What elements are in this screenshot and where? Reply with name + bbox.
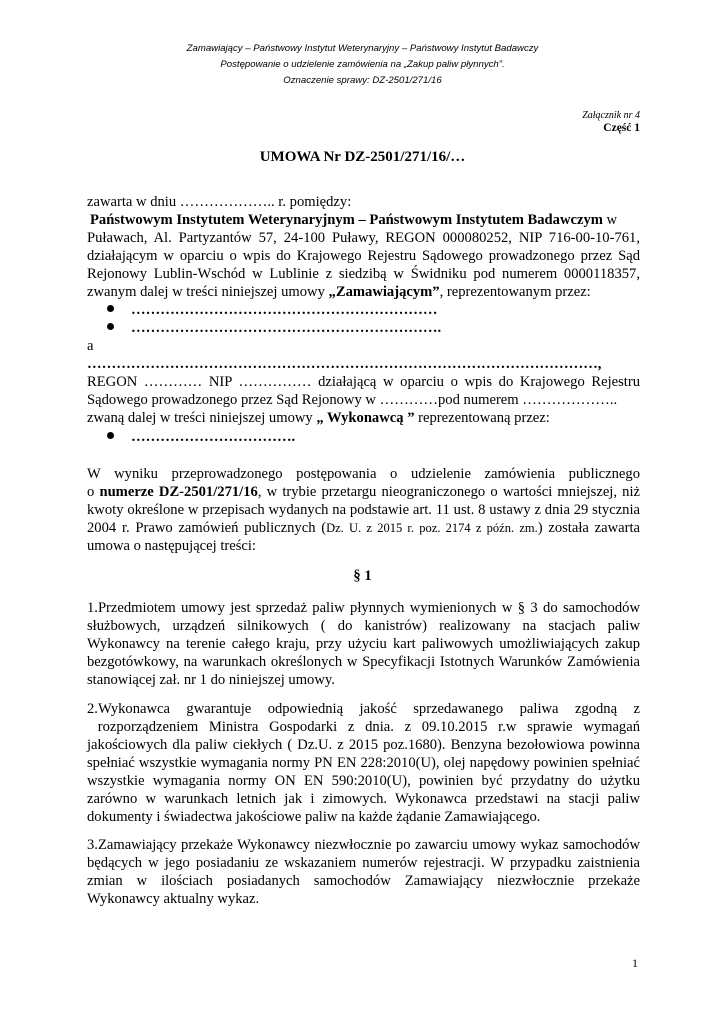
intro-line-1: W wyniku przeprowadzonego postępowania o udzielenie zamówienia publicznego	[87, 466, 640, 482]
wykonawca-line	[87, 410, 640, 428]
s1-p2-line: zarówno w warunkach letnich jak i zimowych. Wykonawca przedstawi na stacji paliw	[87, 791, 640, 807]
header-line-1: Zamawiający – Państwowy Instytut Weterynaryjny – Państwowy Instytut Badawczy	[186, 43, 539, 54]
case-number: numerze DZ-2501/271/16	[99, 484, 258, 500]
wykonawca-prefix: zwaną dalej w treści niniejszej umowy	[87, 410, 317, 426]
bullet-icon	[105, 302, 117, 314]
s1-p1-line: bezgotówkowy, na warunkach określonych w Specyfikacji Istotnych Warunków Zamówienia	[87, 654, 640, 670]
zamawiajacy-line	[87, 284, 640, 302]
bullet-icon	[105, 320, 117, 332]
parties-intro: zawarta w dniu ……………….. r. pomiędzy:	[87, 194, 352, 210]
attachment-label: Załącznik nr 4	[582, 110, 640, 121]
wykonawca-term: „ Wykonawcą ”	[316, 410, 415, 426]
zamawiajacy-term: „Zamawiającym”	[328, 284, 440, 300]
s1-p3-line: Wykonawcy aktualny wykaz.	[87, 891, 260, 907]
s1-p1-line: stanowiącej zał. nr 1 do niniejszej umowy.	[87, 672, 335, 688]
s1-p1-line: 1.Przedmiotem umowy jest sprzedaż paliw płynnych wymienionych w § 3 do samochodów	[87, 600, 640, 616]
s1-p1-line: Wykonawcy na terenie całego kraju, przy użyciu kart paliwowych umożliwiających zakup	[87, 636, 640, 652]
institute-w: w	[602, 212, 618, 228]
intro-concluded: ) została zawarta	[537, 520, 640, 536]
s1-p3-line: będących w jego posiadaniu ze wskazaniem numerów rejestracji. W przypadku zaistnienia	[87, 855, 640, 871]
intro-line-3: kwoty określone w przepisach wydanych na podstawie art. 11 ust. 8 ustawy z dnia 29 stycznia	[87, 502, 640, 518]
s1-p2-line: rozporządzeniem Ministra Gospodarki z dnia. z 09.10.2015 r.w sprawie wymagań	[87, 719, 640, 735]
representative-1: ………………………………………………………	[131, 302, 438, 318]
intro-o: o	[87, 484, 100, 500]
page-number: 1	[632, 956, 638, 970]
intro-law: 2004 r. Prawo zamówień publicznych (	[87, 520, 327, 536]
wykonawca-suffix: reprezentowaną przez:	[414, 410, 550, 426]
intro-line-5: umowa o następującej treści:	[87, 538, 256, 554]
zamawiajacy-suffix: , reprezentowanym przez:	[439, 284, 591, 300]
s1-p2-line: dokumenty i świadectwa jakościowe paliw na każde żądanie Zamawiającego.	[87, 809, 541, 825]
s1-p3-line: 3.Zamawiający przekaże Wykonawcy niezwłocznie po zawarciu umowy wykaz samochodów	[87, 837, 640, 853]
law-citation: Dz. U. z 2015 r. poz. 2174 z późn. zm.	[326, 521, 538, 535]
address-line: Puławach, Al. Partyzantów 57, 24-100 Puławy, REGON 000080252, NIP 716-00-10-761,	[87, 230, 640, 246]
contractor-placeholder: ……………………………………………………………………………………………,	[87, 356, 602, 372]
contractor-regon-line: REGON ………… NIP …………… działającą w oparciu o wpis do Krajowego Rejestru	[87, 374, 640, 390]
representative-2: ……………………………………………………….	[131, 320, 442, 336]
registry-line: działającym w oparciu o wpis do Krajowego Rejestru Sądowego prowadzonego przez Sąd	[87, 248, 640, 264]
s1-p2-line: 2.Wykonawca gwarantuje odpowiednią jakość sprzedawanego paliwa zgodną z	[87, 701, 640, 717]
institute-line	[90, 212, 650, 230]
court-line: Rejonowy Lublin-Wschód w Lublinie z siedzibą w Świdniku pod numerem 0000118357,	[87, 266, 640, 282]
and-word: a	[87, 338, 94, 354]
section-1-heading: § 1	[353, 568, 372, 584]
s1-p3-line: zmian w ilościach posiadanych samochodów Zamawiający niezwłocznie przekaże	[87, 873, 640, 889]
s1-p2-line: wszystkie wymagania normy ON EN 590:2010(U), powinien być przydatny do użytku	[87, 773, 640, 789]
contract-title: UMOWA Nr DZ-2501/271/16/…	[259, 149, 466, 165]
intro-mode: , w trybie przetargu nieograniczonego o wartości mniejszej, niż	[257, 484, 640, 500]
s1-p1-line: służbowych, urządzeń silnikowych ( do kanistrów) realizowany na stacjach paliw	[87, 618, 640, 634]
contractor-representative: …………………………….	[131, 429, 296, 445]
intro-line-2	[87, 484, 640, 502]
header-line-2: Postępowanie o udzielenie zamówienia na „Zakup paliw płynnych”.	[220, 59, 505, 70]
bullet-icon	[105, 429, 117, 441]
contractor-court-line: Sądowego prowadzonego przez Sąd Rejonowy w …………pod numerem ………………..	[87, 392, 618, 408]
s1-p2-line: jakościowych dla paliw ciekłych ( Dz.U. z 2015 poz.1680). Benzyna bezołowiowa powinna	[87, 737, 640, 753]
zamawiajacy-prefix: zwanym dalej w treści niniejszej umowy	[87, 284, 329, 300]
intro-line-4	[87, 520, 640, 538]
institute-name: Państwowym Instytutem Weterynaryjnym – Państwowym Instytutem Badawczym	[90, 212, 603, 228]
s1-p2-line: spełniać wszystkie wymagania normy PN EN 228:2010(U), olej napędowy powinien spełniać	[87, 755, 640, 771]
attachment-part: Część 1	[603, 122, 640, 134]
header-line-3: Oznaczenie sprawy: DZ-2501/271/16	[283, 75, 442, 86]
